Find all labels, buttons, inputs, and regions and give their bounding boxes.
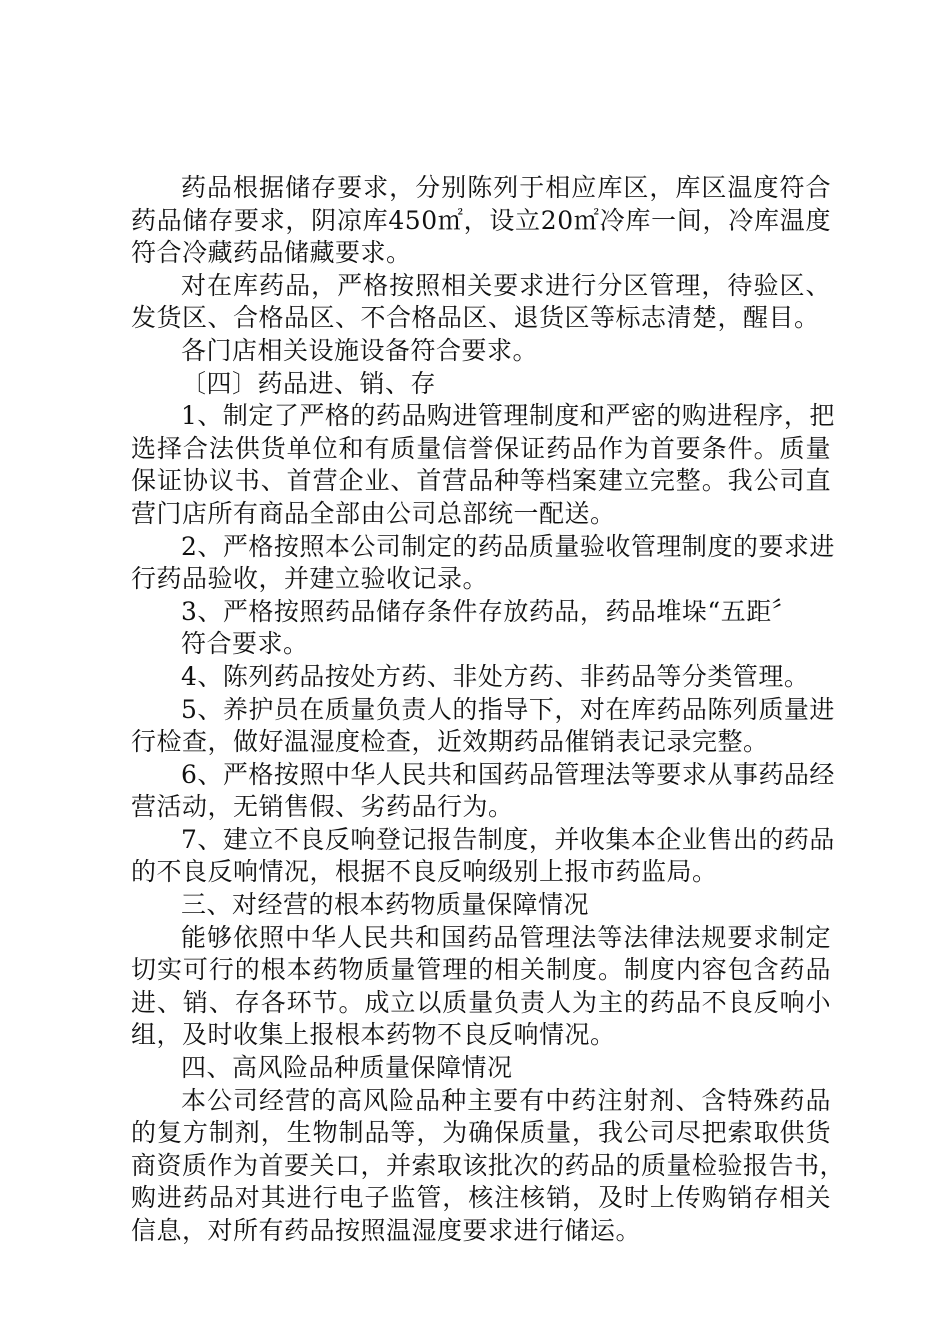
text-line: 发货区、合格品区、不合格品区、退货区等标志清楚，醒目。 <box>131 303 820 333</box>
text-line: 能够依照中华人民共和国药品管理法等法律法规要求制定 <box>181 922 831 952</box>
text-line: 4、陈列药品按处方药、非处方药、非药品等分类管理。 <box>181 661 810 691</box>
text-line: 组，及时收集上报根本药物不良反响情况。 <box>131 1020 616 1050</box>
text-line: 5、养护员在质量负责人的指导下，对在库药品陈列质量进 <box>181 694 835 724</box>
text-line: 7、建立不良反响登记报告制度，并收集本企业售出的药品 <box>181 824 835 854</box>
text-line: 进、销、存各环节。成立以质量负责人为主的药品不良反响小 <box>131 987 831 1017</box>
text-line: 本公司经营的高风险品种主要有中药注射剂、含特殊药品 <box>181 1085 831 1115</box>
text-line: 四、高风险品种质量保障情况 <box>181 1053 513 1083</box>
text-line: 对在库药品，严格按照相关要求进行分区管理，待验区、 <box>181 270 831 300</box>
text-line: 营门店所有商品全部由公司总部统一配送。 <box>131 498 616 528</box>
text-line: 三、对经营的根本药物质量保障情况 <box>181 890 590 920</box>
text-line: 行检查，做好温湿度检查，近效期药品催销表记录完整。 <box>131 727 769 757</box>
text-line: 2、严格按照本公司制定的药品质量验收管理制度的要求进 <box>181 531 835 561</box>
text-line: 营活动，无销售假、劣药品行为。 <box>131 792 514 822</box>
text-line: 1、制定了严格的药品购进管理制度和严密的购进程序，把 <box>181 401 835 431</box>
text-line: 药品储存要求，阴凉库450㎡，设立20㎡冷库一间，冷库温度 <box>131 205 831 235</box>
text-line: 行药品验收，并建立验收记录。 <box>131 564 489 594</box>
text-line: 购进药品对其进行电子监管，核注核销，及时上传购销存相关 <box>131 1183 831 1213</box>
text-line: 选择合法供货单位和有质量信誉保证药品作为首要条件。质量 <box>131 433 831 463</box>
text-line: 保证协议书、首营企业、首营品种等档案建立完整。我公司直 <box>131 466 831 496</box>
document-body <box>131 172 846 1248</box>
text-line: 药品根据储存要求，分别陈列于相应库区，库区温度符合 <box>181 173 831 202</box>
text-line: 的不良反响情况，根据不良反响级别上报市药监局。 <box>131 857 718 887</box>
text-line: 切实可行的根本药物质量管理的相关制度。制度内容包含药品 <box>131 955 831 985</box>
text-line: 的复方制剂，生物制品等，为确保质量，我公司尽把索取供货 <box>131 1118 831 1148</box>
text-line: 信息，对所有药品按照温湿度要求进行储运。 <box>131 1216 642 1245</box>
text-line: 商资质作为首要关口，并索取该批次的药品的质量检验报告书， <box>131 1150 846 1180</box>
text-line: 3、严格按照药品储存条件存放药品，药品堆垛“五距〞 <box>181 596 798 626</box>
text-line: 6、严格按照中华人民共和国药品管理法等要求从事药品经 <box>181 759 835 789</box>
text-line: 〔四〕药品进、销、存 <box>181 368 437 398</box>
text-line: 各门店相关设施设备符合要求。 <box>181 335 539 365</box>
text-line: 符合要求。 <box>181 629 309 659</box>
text-line: 符合冷藏药品储藏要求。 <box>131 238 412 268</box>
